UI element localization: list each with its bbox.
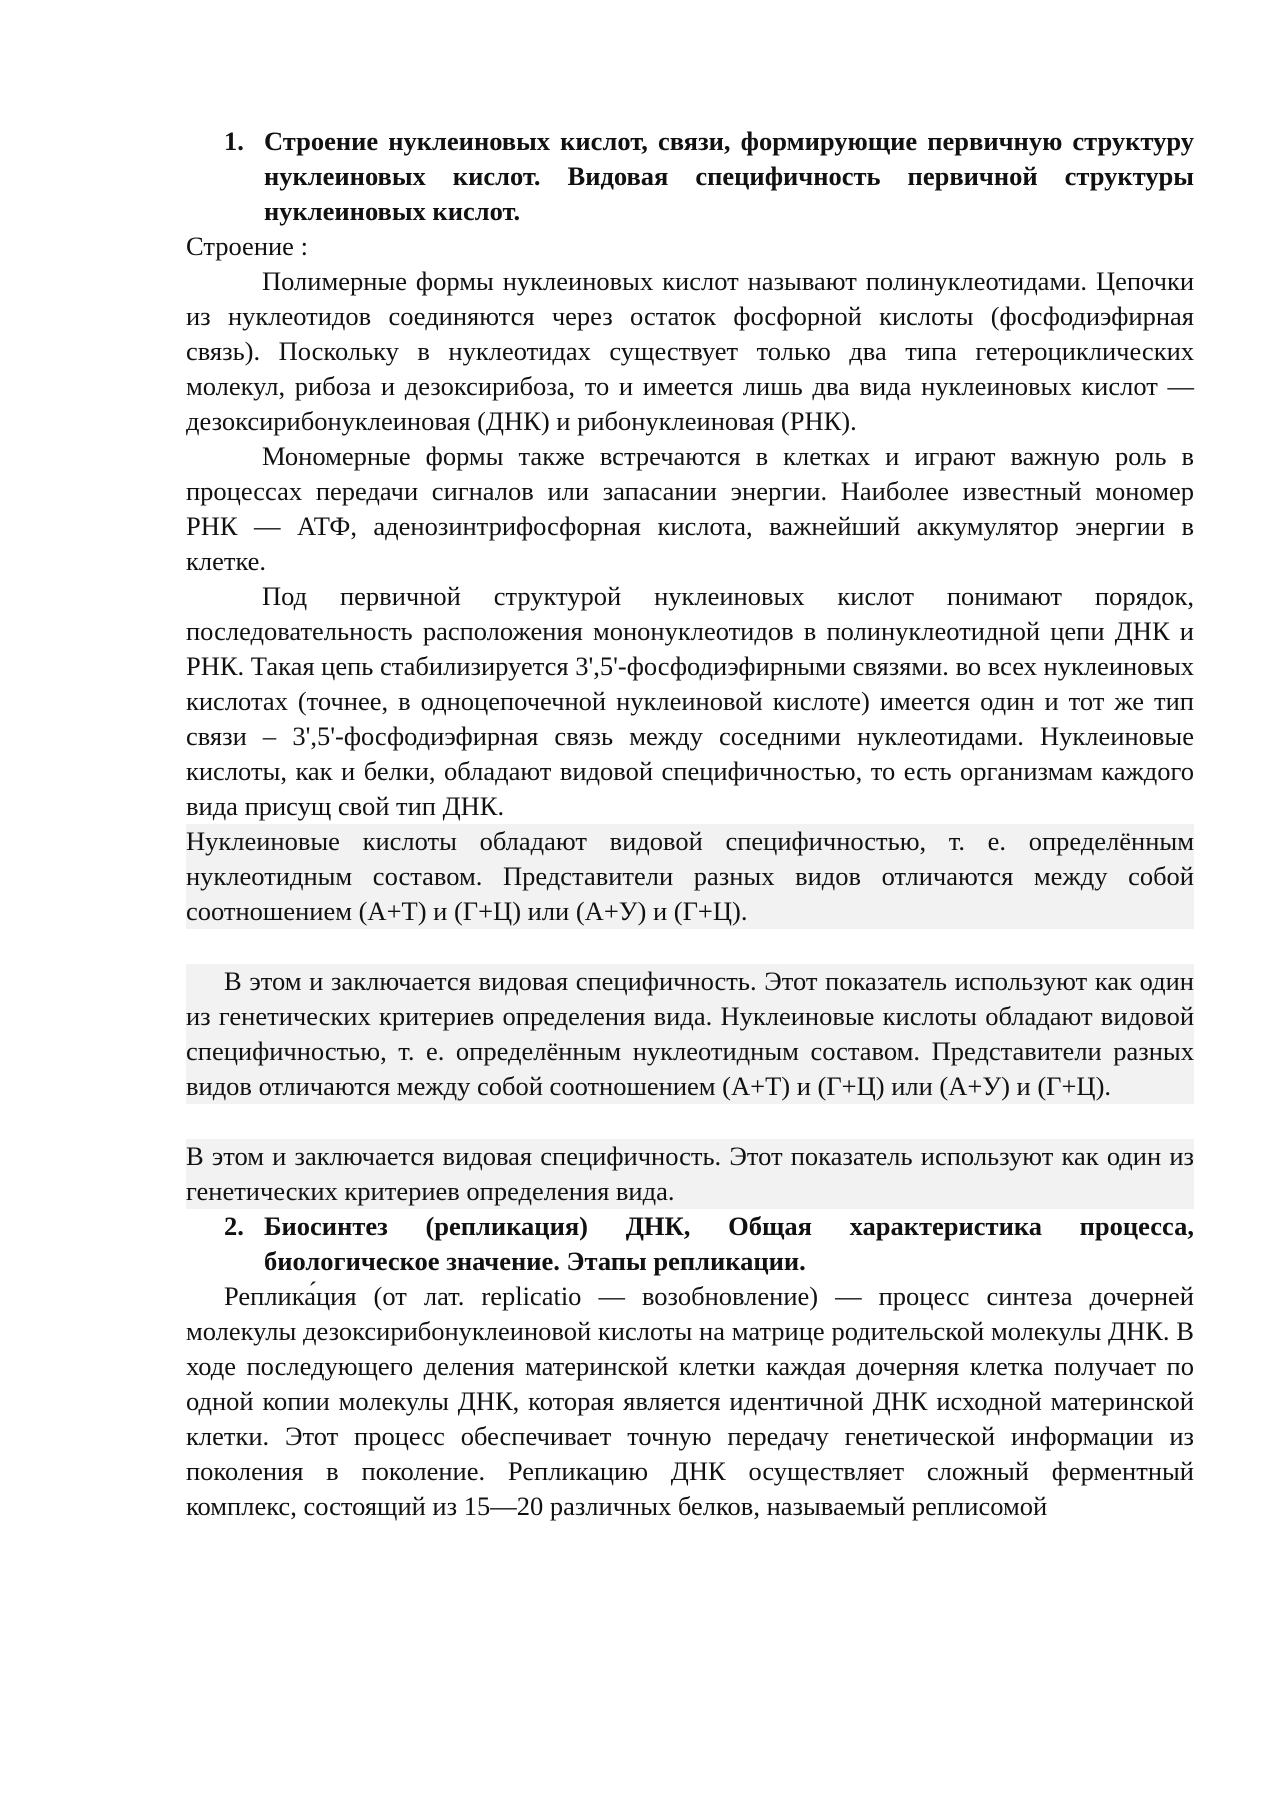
paragraph-specificity-conclusion: В этом и заключается видовая специфичность. Этот показатель используют как один из генетических критериев определения вида. Нуклеиновые кислоты обладают видовой специфичностью, т. е. определённым нуклеотидным составом. Представители разных видов отличаются между собой соотношением (А+Т) и (Г+Ц) или (А+У) и (Г+Ц). <box>186 964 1194 1104</box>
paragraph-specificity-summary: В этом и заключается видовая специфичность. Этот показатель используют как один из генетических критериев определения вида. <box>186 1139 1194 1209</box>
blank-line <box>186 1104 1194 1139</box>
section-1-subtitle: Строение : <box>186 231 308 261</box>
section-1-number: 1. <box>224 126 244 156</box>
section-1-heading-text: Строение нуклеиновых кислот, связи, формирующие первичную структуру нуклеиновых кислот. Видовая специфичность первичной структуры нуклеиновых кислот. <box>264 126 1194 226</box>
paragraph-polymer-forms: Полимерные формы нуклеиновых кислот называют полинуклеотидами. Цепочки из нуклеотидов соединяются через остаток фосфорной кислоты (фосфодиэфирная связь). Поскольку в нуклеотидах существует только два типа гетероциклических молекул, рибоза и дезоксирибоза, то и имеется лишь два вида нуклеиновых кислот — дезоксирибонуклеиновая (ДНК) и рибонуклеиновая (РНК). <box>186 266 1194 436</box>
paragraph-primary-structure: Под первичной структурой нуклеиновых кислот понимают порядок, последовательность расположения мононуклеотидов в полинуклеотидной цепи ДНК и РНК. Такая цепь стабилизируется 3',5'-фосфодиэфирными связями. во всех нуклеиновых кислотах (точнее, в одноцепочечной нуклеиновой кислоте) имеется один и тот же тип связи – 3',5'-фосфодиэфирная связь между соседними нуклеотидами. Нуклеиновые кислоты, как и белки, обладают видовой специфичностью, то есть организмам каждого вида присущ свой тип ДНК. <box>186 581 1194 821</box>
section-1-heading <box>186 124 1194 229</box>
document-page <box>186 124 1194 1524</box>
paragraph-replication: Реплика́ция (от лат. replicatio — возобновление) — процесс синтеза дочерней молекулы дезоксирибонуклеиновой кислоты на матрице родительской молекулы ДНК. В ходе последующего деления материнской клетки каждая дочерняя клетка получает по одной копии молекулы ДНК, которая является идентичной ДНК исходной материнской клетки. Этот процесс обеспечивает точную передачу генетической информации из поколения в поколение. Репликацию ДНК осуществляет сложный ферментный комплекс, состоящий из 15—20 различных белков, называемый реплисомой <box>186 1281 1194 1521</box>
section-2-heading-text: Биосинтез (репликация) ДНК, Общая характеристика процесса, биологическое значение. Этапы репликации. <box>264 1211 1194 1276</box>
section-2-number: 2. <box>224 1211 244 1241</box>
blank-line <box>186 929 1194 964</box>
paragraph-monomer-forms: Мономерные формы также встречаются в клетках и играют важную роль в процессах передачи сигналов или запасании энергии. Наиболее известный мономер РНК — АТФ, аденозинтрифосфорная кислота, важнейший аккумулятор энергии в клетке. <box>186 441 1194 576</box>
paragraph-species-specificity: Нуклеиновые кислоты обладают видовой специфичностью, т. е. определённым нуклеотидным составом. Представители разных видов отличаются между собой соотношением (А+Т) и (Г+Ц) или (А+У) и (Г+Ц). <box>186 824 1194 929</box>
section-2-heading <box>186 1209 1194 1279</box>
